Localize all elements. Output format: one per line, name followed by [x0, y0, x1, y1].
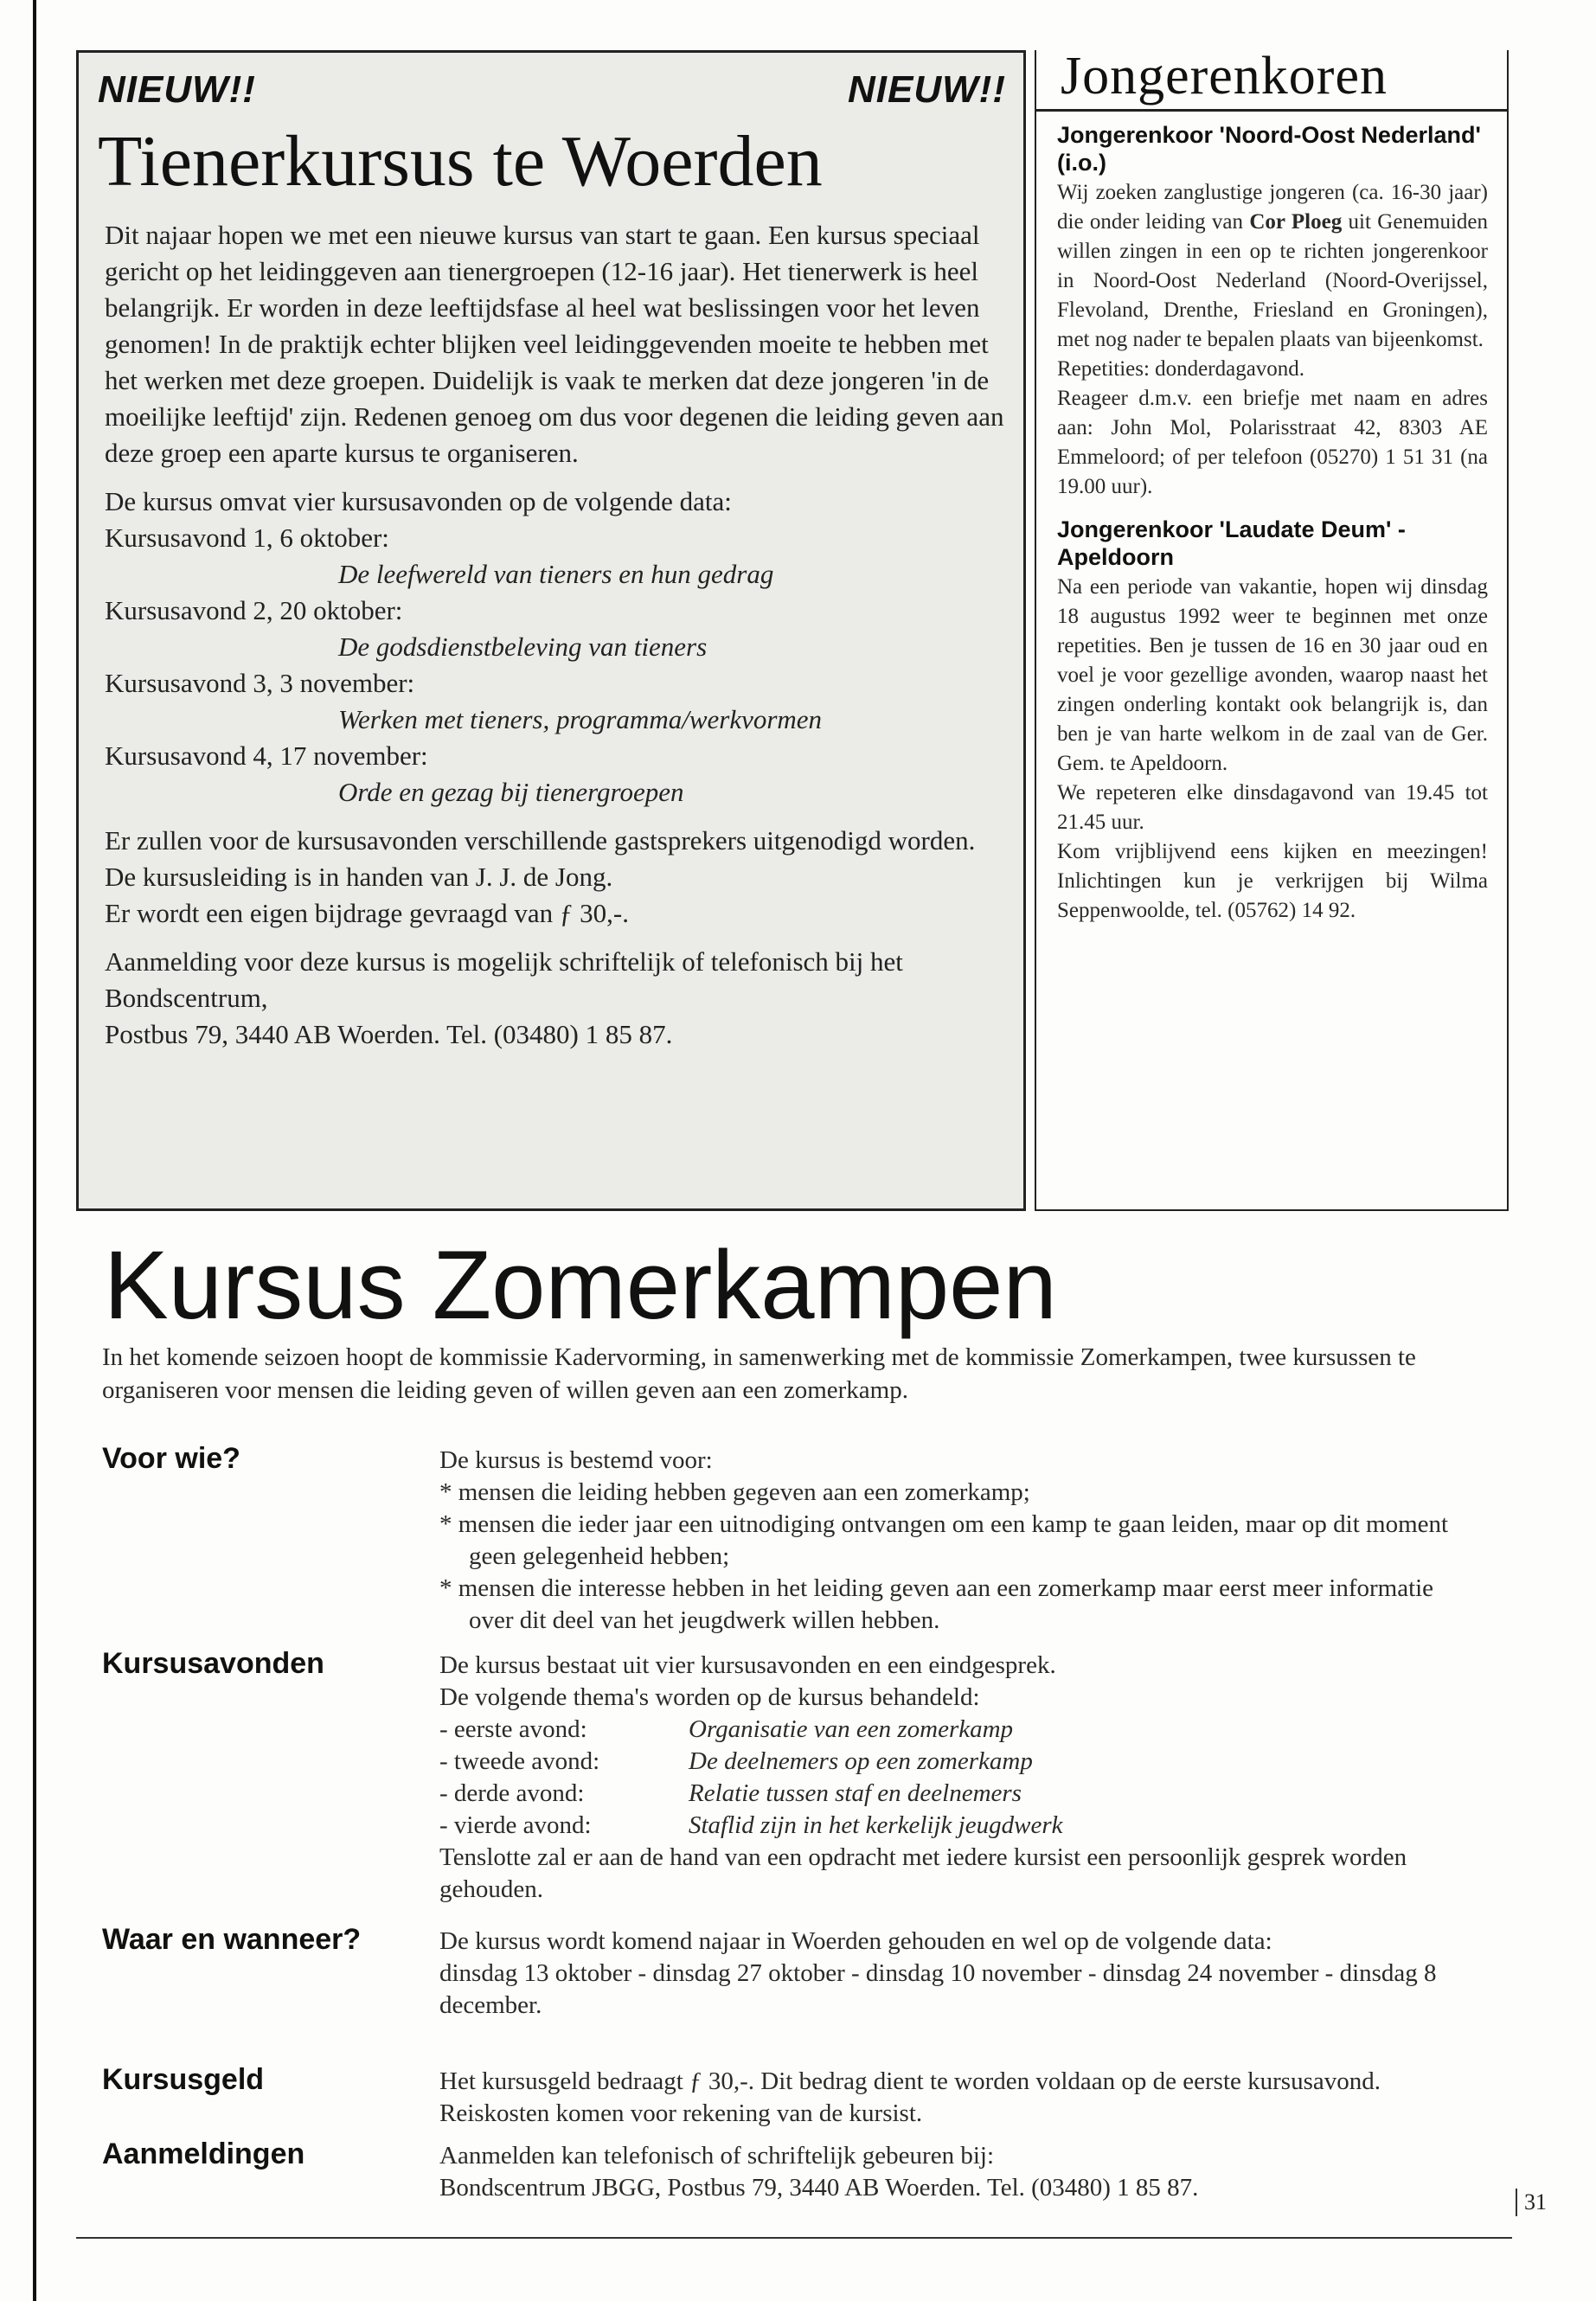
evening-theme: Organisatie van een zomerkamp: [689, 1715, 1014, 1743]
jongerenkoren-title: Jongerenkoren: [1061, 47, 1388, 106]
aanmelding-address: Bondscentrum JBGG, Postbus 79, 3440 AB Woerden. Tel. (03480) 1 85 87.: [439, 2174, 1199, 2202]
evening-label: - derde avond:: [439, 1779, 585, 1807]
bottom-rule: [76, 2237, 1512, 2239]
session-topic: Orde en gezag bij tienergroepen: [338, 777, 684, 807]
choir1-rehearsal: Repetities: donderdagavond.: [1057, 357, 1305, 381]
registration-info: [105, 944, 1004, 1053]
session-date: Kursusavond 3, 3 november:: [105, 668, 415, 698]
waar-wanneer-label: Waar en wanneer?: [102, 1923, 362, 1956]
evening-row: [439, 1810, 1477, 1842]
voor-wie-text: [439, 1445, 1477, 1637]
evening-row: [439, 1746, 1477, 1778]
evening-row: [439, 1714, 1477, 1746]
evening-row: [439, 1778, 1477, 1810]
session-schedule: [105, 484, 1004, 811]
session-topic: Werken met tieners, programma/werkvormen: [338, 704, 823, 734]
waar-dates: dinsdag 13 oktober - dinsdag 27 oktober - dinsdag 10 november - dinsdag 24 november - dinsdag 8 december.: [439, 1959, 1437, 2019]
kursusavonden-text: [439, 1650, 1477, 1906]
choir1-heading: Jongerenkoor 'Noord-Oost Nederland' (i.o.): [1057, 122, 1481, 176]
new-badge-left: NIEUW!!: [98, 68, 256, 111]
tienerkursus-intro: Dit najaar hopen we met een nieuwe kursus van start te gaan. Een kursus speciaal gericht op het leidinggeven aan tienergroepen (12-16 jaar). Het tienerwerk is heel belangrijk. Er worden in deze leeftijdsfase al heel wat beslissingen voor het leven genomen! In de praktijk echter blijken veel leidinggevenden moeite te hebben met het werken met deze groepen. Duidelijk is vaak te merken dat deze jongeren 'in de moeilijke leeftijd' zijn. Redenen genoeg om dus voor degenen die leiding geven aan deze groep een aparte kursus te organiseren.: [105, 220, 1004, 468]
kursusavonden-label: Kursusavonden: [102, 1647, 324, 1680]
kursusavonden-closing: Tenslotte zal er aan de hand van een opdracht met iedere kursist een persoonlijk gesprek worden gehouden.: [439, 1843, 1407, 1903]
waar-wanneer-text: [439, 1926, 1477, 2022]
choir2-contact: Kom vrijblijvend eens kijken en meezingen! Inlichtingen kun je verkrijgen bij Wilma Seppenwoolde, tel. (05762) 14 92.: [1057, 840, 1488, 922]
choir2-heading: Jongerenkoor 'Laudate Deum' - Apeldoorn: [1057, 516, 1406, 570]
page-left-rule: [33, 0, 36, 2301]
aanmeldingen-text: [439, 2140, 1477, 2204]
choir2-para: Na een periode van vakantie, hopen wij dinsdag 18 augustus 1992 weer te beginnen met onze repetities. Ben je tussen de 16 en 30 jaar oud en voel je voor gezellige avonden, waarop naast het zingen onderling kontakt ook belangrijk is, dan ben je van harte welkom in de zaal van de Ger. Gem. te Apeldoorn.: [1057, 575, 1488, 775]
aanmeldingen-label: Aanmeldingen: [102, 2138, 305, 2170]
session-date: Kursusavond 2, 20 oktober:: [105, 595, 403, 625]
evening-theme: Staflid zijn in het kerkelijk jeugdwerk: [689, 1811, 1063, 1839]
list-item: * mensen die ieder jaar een uitnodiging ontvangen om een kamp te gaan leiden, maar op dit moment geen gelegenheid hebben;: [439, 1510, 1449, 1570]
zomerkampen-title: Kursus Zomerkampen: [104, 1231, 1057, 1339]
evening-label: - vierde avond:: [439, 1811, 592, 1839]
course-leader: De kursusleiding is in handen van J. J. de Jong.: [105, 862, 613, 892]
schedule-intro: De kursus omvat vier kursusavonden op de volgende data:: [105, 486, 732, 516]
evening-theme: De deelnemers op een zomerkamp: [689, 1747, 1033, 1775]
list-item: * mensen die interesse hebben in het leiding geven aan een zomerkamp maar eerst meer informatie over dit deel van het jeugdwerk willen hebben.: [439, 1574, 1434, 1634]
registration-address: Postbus 79, 3440 AB Woerden. Tel. (03480) 1 85 87.: [105, 1019, 673, 1049]
voor-wie-label: Voor wie?: [102, 1442, 240, 1475]
session-date: Kursusavond 1, 6 oktober:: [105, 522, 389, 553]
choir1-conductor-name: Cor Ploeg: [1249, 210, 1343, 234]
session-topic: De godsdienstbeleving van tieners: [338, 631, 708, 662]
kursusgeld-label: Kursusgeld: [102, 2063, 265, 2096]
aanmelding-line1: Aanmelden kan telefonisch of schriftelijk gebeuren bij:: [439, 2142, 995, 2170]
waar-line1: De kursus wordt komend najaar in Woerden gehouden en wel op de volgende data:: [439, 1927, 1272, 1955]
speakers-note: Er zullen voor de kursusavonden verschillende gastsprekers uitgenodigd worden.: [105, 825, 976, 856]
course-fee: Er wordt een eigen bijdrage gevraagd van ƒ 30,-.: [105, 898, 629, 928]
choir2-rehearsal: We repeteren elke dinsdagavond van 19.45 tot 21.45 uur.: [1057, 781, 1488, 834]
kursusgeld-text: [439, 2066, 1477, 2130]
choir1-text-end: uit Genemuiden willen zingen in een op te richten jongerenkoor in Noord-Oost Nederland (Noord-Overijssel, Flevoland, Drenthe, Friesland en Groningen), met nog nader te bepalen plaats van bijeenkomst.: [1057, 210, 1489, 351]
jongerenkoren-content: [1057, 121, 1488, 926]
evening-label: - tweede avond:: [439, 1747, 600, 1775]
session-topic: De leefwereld van tieners en hun gedrag: [338, 559, 774, 589]
choir1-contact: Reageer d.m.v. een briefje met naam en adres aan: John Mol, Polarisstraat 42, 8303 AE Emmeloord; of per telefoon (05270) 1 51 31 (na 19.00 uur).: [1057, 387, 1488, 498]
voor-wie-lead: De kursus is bestemd voor:: [439, 1446, 713, 1474]
course-details: [105, 823, 1004, 932]
kursusavonden-line1: De kursus bestaat uit vier kursusavonden en een eindgesprek.: [439, 1651, 1056, 1679]
choir1-text-start: Wij zoeken zanglustige jongeren (ca. 16-30 jaar) die onder leiding van: [1057, 181, 1488, 234]
session-date: Kursusavond 4, 17 november:: [105, 740, 428, 771]
kursusavonden-line2: De volgende thema's worden op de kursus behandeld:: [439, 1683, 980, 1711]
new-badge-right: NIEUW!!: [848, 68, 1006, 111]
tienerkursus-box: [76, 50, 1026, 1211]
jongerenkoren-title-rule: [1035, 109, 1509, 112]
evening-label: - eerste avond:: [439, 1715, 587, 1743]
registration-text: Aanmelding voor deze kursus is mogelijk schriftelijk of telefonisch bij het Bondscentrum,: [105, 946, 903, 1013]
kursusgeld-body: Het kursusgeld bedraagt ƒ 30,-. Dit bedrag dient te worden voldaan op de eerste kursusavond. Reiskosten komen voor rekening van de kursist.: [439, 2067, 1381, 2127]
evening-theme: Relatie tussen staf en deelnemers: [689, 1779, 1022, 1807]
zomerkampen-intro: In het komende seizoen hoopt de kommissie Kadervorming, in samenwerking met de kommissie Zomerkampen, twee kursussen te organiseren voor mensen die leiding geven of willen geven aan een zomerkamp.: [102, 1343, 1416, 1404]
tienerkursus-body: [105, 217, 1004, 1065]
choir1-para: [1057, 178, 1488, 355]
tienerkursus-title: Tienerkursus te Woerden: [98, 121, 823, 202]
list-item: * mensen die leiding hebben gegeven aan een zomerkamp;: [439, 1478, 1030, 1506]
page-number: 31: [1516, 2189, 1559, 2216]
